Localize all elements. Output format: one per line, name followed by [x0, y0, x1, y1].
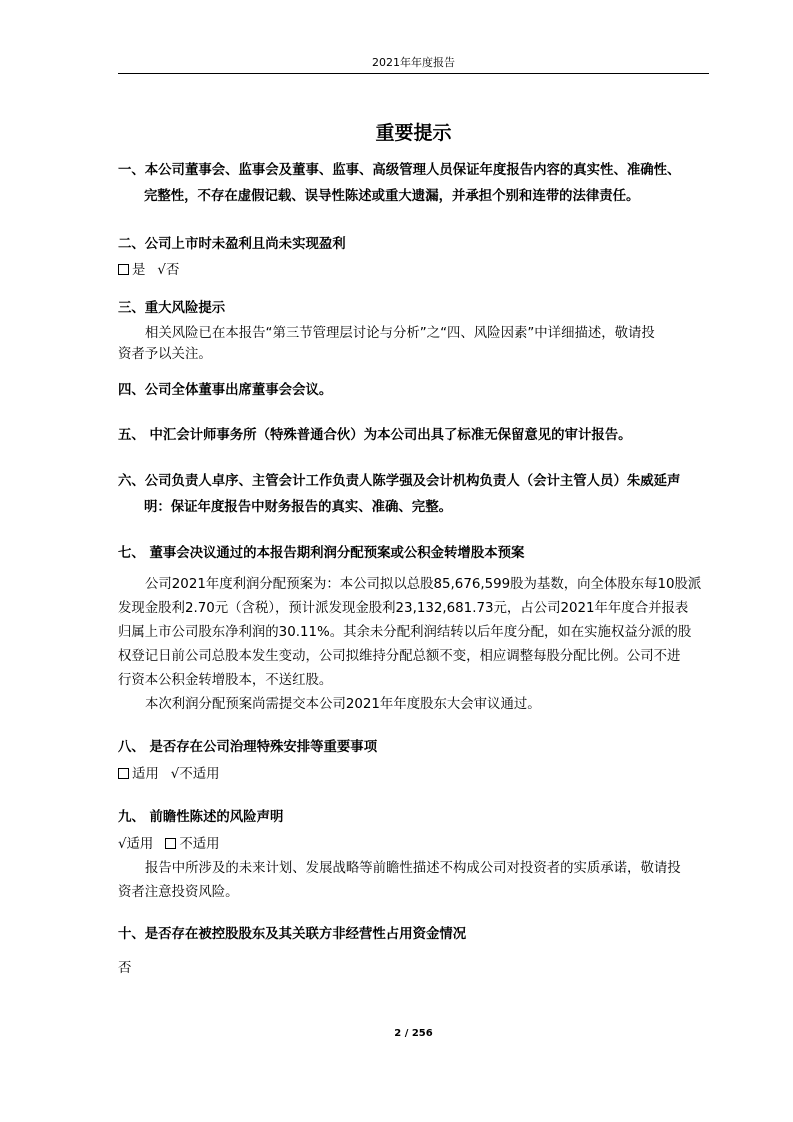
section-8-heading: 八、 是否存在公司治理特殊安排等重要事项 [118, 740, 378, 755]
section-8-options [118, 763, 712, 787]
page-header: 2021年年度报告 [372, 56, 455, 69]
option-not-applicable-label: 不适用 [179, 767, 220, 782]
section-5-heading: 五、 中汇会计师事务所（特殊普通合伙）为本公司出具了标准无保留意见的审计报告。 [118, 428, 632, 443]
header-rule [118, 73, 709, 74]
section-7-line-6: 本次利润分配预案尚需提交本公司2021年年度股东大会审议通过。 [145, 697, 541, 712]
check-mark-icon: √ [170, 767, 180, 782]
option-yes-label: 是 [132, 263, 146, 278]
page-number: 2 / 256 [394, 1028, 433, 1039]
section-9-options [118, 833, 712, 857]
section-7-line-5: 行资本公积金转增股本，不送红股。 [118, 673, 333, 688]
section-3-heading: 三、重大风险提示 [118, 301, 226, 316]
section-1-line-1: 一、本公司董事会、监事会及董事、监事、高级管理人员保证年度报告内容的真实性、准确性、 [118, 163, 681, 178]
check-mark-icon: √ [157, 263, 166, 278]
section-7-line-2: 发现金股利2.70元（含税），预计派发现金股利23,132,681.73元，占公司2021年年度合并报表 [118, 601, 689, 616]
section-2-heading: 二、公司上市时未盈利且尚未实现盈利 [118, 237, 346, 252]
section-3-line-2: 资者予以关注。 [118, 347, 212, 362]
page-title: 重要提示 [375, 122, 452, 144]
section-10-answer: 否 [118, 961, 132, 976]
section-9-line-1: 报告中所涉及的未来计划、发展战略等前瞻性描述不构成公司对投资者的实质承诺，敬请投 [145, 861, 681, 876]
checkbox-unchecked-icon [165, 838, 176, 849]
option-not-applicable-label: 不适用 [179, 837, 220, 852]
section-3-line-1: 相关风险已在本报告“第三节管理层讨论与分析”之“四、风险因素”中详细描述，敬请投 [145, 326, 655, 341]
section-1-line-2: 完整性，不存在虚假记载、误导性陈述或重大遗漏，并承担个别和连带的法律责任。 [144, 189, 640, 204]
section-6 [118, 469, 712, 521]
section-7-line-4: 权登记日前公司总股本发生变动，公司拟维持分配总额不变，相应调整每股分配比例。公司不进 [118, 649, 681, 664]
section-10-heading: 十、是否存在被控股股东及其关联方非经营性占用资金情况 [118, 927, 467, 942]
option-applicable-label: 适用 [126, 837, 154, 852]
section-4-heading: 四、公司全体董事出席董事会会议。 [118, 383, 333, 398]
section-6-line-2: 明：保证年度报告中财务报告的真实、准确、完整。 [144, 500, 452, 515]
check-mark-icon: √ [118, 837, 127, 852]
option-applicable-label: 适用 [132, 767, 159, 782]
option-no-label: 否 [165, 263, 180, 278]
checkbox-unchecked-icon [118, 264, 129, 275]
section-1 [118, 158, 712, 210]
section-7-line-1: 公司2021年度利润分配预案为：本公司拟以总股85,676,599股为基数，向全体股东每10股派 [145, 577, 702, 592]
section-9-heading: 九、 前瞻性陈述的风险声明 [118, 810, 284, 825]
section-7-line-3: 归属上市公司股东净利润的30.11%。其余未分配利润结转以后年度分配，如在实施权益分派的股 [118, 625, 692, 640]
section-7-heading: 七、 董事会决议通过的本报告期利润分配预案或公积金转增股本预案 [118, 546, 525, 561]
checkbox-unchecked-icon [118, 768, 129, 779]
section-2-options [118, 259, 712, 283]
section-9-line-2: 资者注意投资风险。 [118, 885, 239, 900]
section-6-line-1: 六、公司负责人卓序、主管会计工作负责人陈学强及会计机构负责人（会计主管人员）朱威延声 [118, 474, 681, 489]
